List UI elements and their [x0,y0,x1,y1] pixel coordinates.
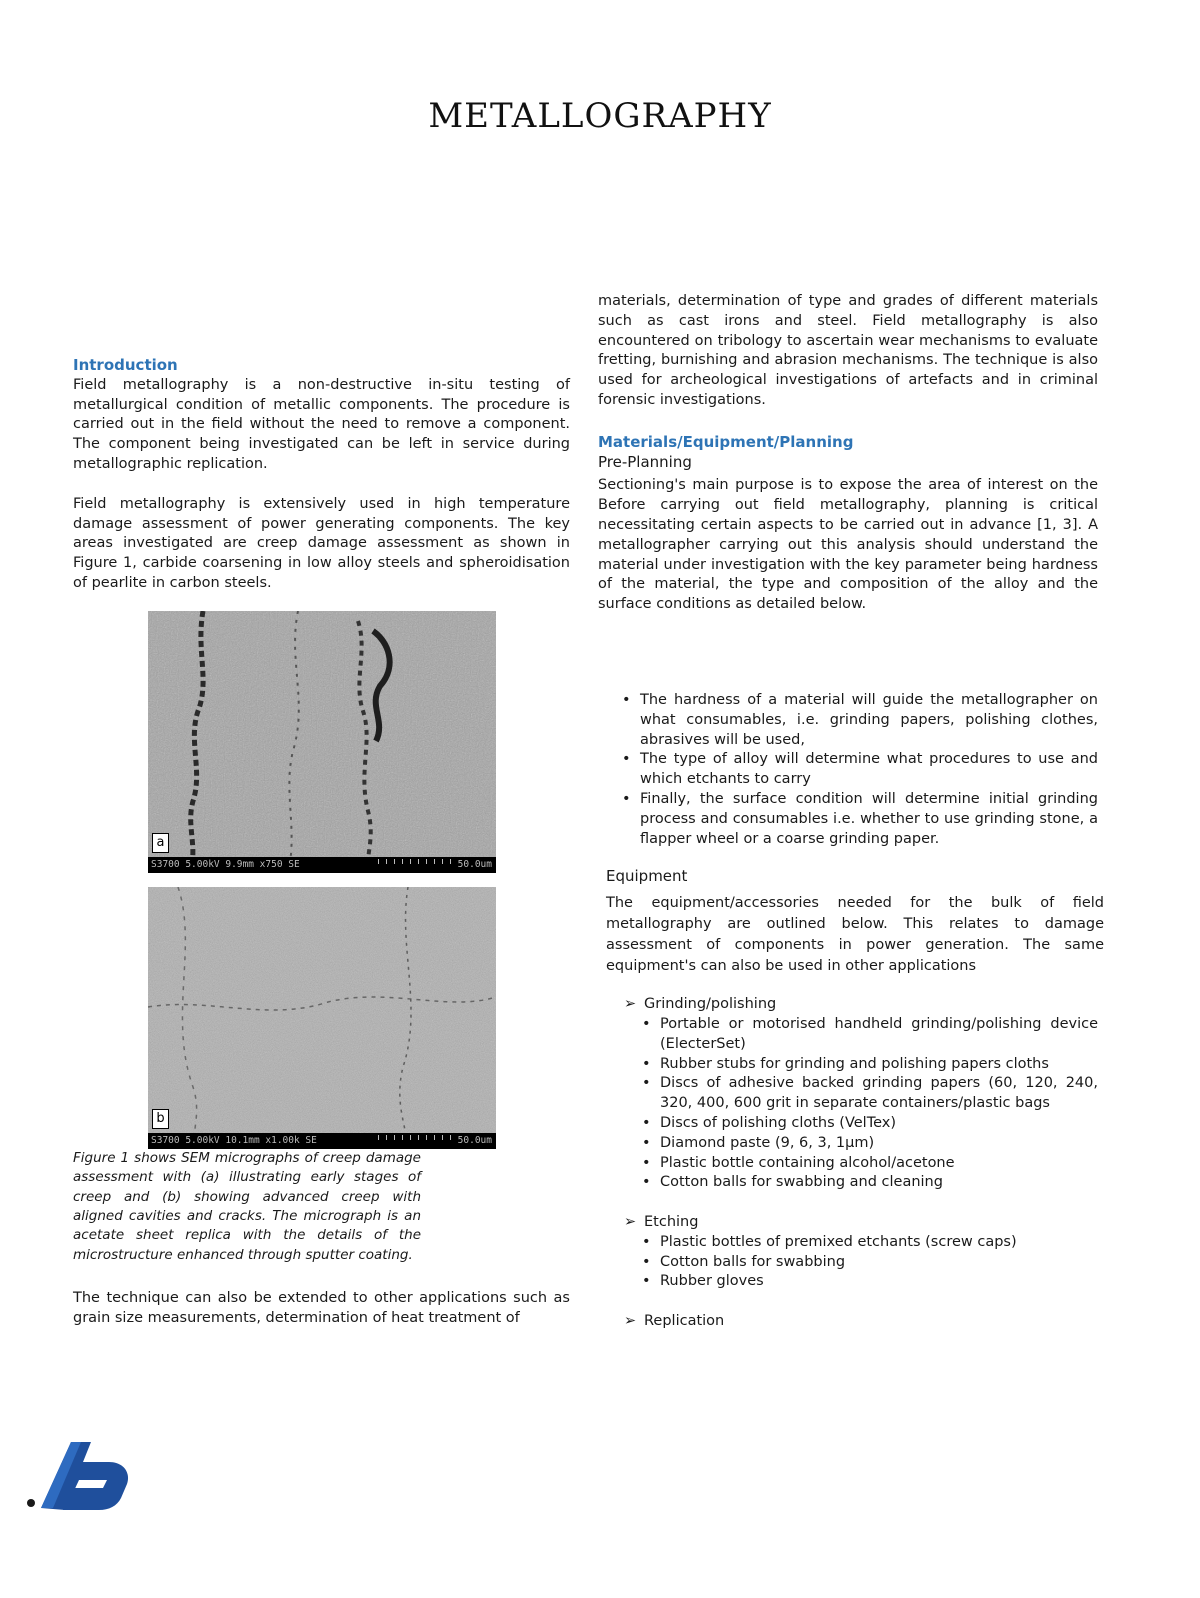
list-item: • Discs of adhesive backed grinding papers (60, 120, 240, 320, 400, 600 grit in separate containers/plastic bags [638,1074,1098,1114]
materials-heading: Materials/Equipment/Planning [598,432,854,451]
extension-paragraph: The technique can also be extended to other applications such as grain size measurements, determination of heat treatment of [73,1290,570,1326]
list-item: • Cotton balls for swabbing and cleaning [638,1173,1098,1193]
intro-paragraph-1: Field metallography is a non-destructive in-situ testing of metallurgical condition of metallic components. The procedure is carried out in the field without the need to remove a component. The component being investigated can be left in service during metallographic replication. [73,376,570,472]
micrograph-a-info-bar [148,857,496,873]
micrograph-b-scale-ticks [378,1135,458,1140]
figure-caption: Figure 1 shows SEM micrographs of creep damage assessment with (a) illustrating early stages of creep and (b) showing advanced creep with aligned cavities and cracks. The micrograph is an acetate sheet replica with the details of the microstructure enhanced through sputter coating. [73,1149,421,1263]
list-item: • Rubber stubs for grinding and polishing papers cloths [638,1055,1098,1075]
company-logo-icon [25,1440,140,1515]
left-column [73,356,570,1329]
list-item: • Plastic bottles of premixed etchants (screw caps) [638,1233,1098,1253]
equipment-paragraph: The equipment/accessories needed for the bulk of field metallography are outlined below. This relates to damage assessment of components in power generation. The same equipment's can also be used in other applications [606,895,1104,975]
micrograph-b-label: b [152,1109,169,1129]
pre-planning-paragraph: Sectioning's main purpose is to expose the area of interest on the Before carrying out field metallography, planning is critical necessitating certain aspects to be carried out in advance [1, 3]. A metallographer carrying out this analysis should understand the material under investigation with the key parameter being hardness of the material, the type and composition of the alloy and the surface conditions as detailed below. [598,477,1098,613]
etching-section [624,1213,1098,1233]
right-column [598,292,1104,1332]
pre-planning-subheading: Pre-Planning [598,452,692,471]
list-item: • The type of alloy will determine what procedures to use and which etchants to carry [618,750,1098,790]
micrograph-b-settings: S3700 5.00kV 10.1mm x1.00k SE [151,1134,317,1146]
grinding-polishing-section [624,995,1098,1015]
micrograph-b-info-bar [148,1133,496,1149]
list-item: • Discs of polishing cloths (VelTex) [638,1114,1098,1134]
micrograph-a-scale-ticks [378,859,458,864]
page-title: METALLOGRAPHY [428,96,772,136]
micrograph-a-image [148,611,496,873]
replication-section [624,1312,1098,1332]
list-item: • Portable or motorised handheld grinding/polishing device (ElecterSet) [638,1015,1098,1055]
etching-label: Etching [644,1214,699,1231]
list-item: • The hardness of a material will guide the metallographer on what consumables, i.e. grinding papers, polishing clothes, abrasives will be used, [618,691,1098,750]
list-item: • Rubber gloves [638,1272,1098,1292]
micrograph-b-scale: 50.0um [457,1134,492,1146]
micrograph-a-settings: S3700 5.00kV 9.9mm x750 SE [151,858,300,870]
micrograph-a-label: a [152,833,169,853]
etching-list [638,1233,1098,1292]
planning-bullet-list [618,691,1098,849]
grinding-list [638,1015,1098,1193]
list-item: • Cotton balls for swabbing [638,1253,1098,1273]
list-item: • Finally, the surface condition will determine initial grinding process and consumables i.e. whether to use grinding stone, a flapper wheel or a coarse grinding paper. [618,790,1098,849]
list-item: • Plastic bottle containing alcohol/acetone [638,1154,1098,1174]
micrograph-a-scale: 50.0um [457,858,492,870]
sem-micrograph-a [148,611,496,873]
replication-label: Replication [644,1313,725,1330]
introduction-heading: Introduction [73,356,178,374]
micrograph-b-image [148,887,496,1149]
list-item: • Diamond paste (9, 6, 3, 1µm) [638,1134,1098,1154]
applications-paragraph: materials, determination of type and grades of different materials such as cast irons and steel. Field metallography is also encountered on tribology to ascertain wear mechanisms to evaluate fretting, burnishing and abrasion mechanisms. The technique is also used for archeological investigations of artefacts and in criminal forensic investigations. [598,293,1098,408]
arrow-bullet-icon: ➢ [624,996,637,1013]
sem-micrograph-b [148,887,496,1149]
arrow-bullet-icon: ➢ [624,1313,637,1330]
equipment-heading: Equipment [606,867,688,886]
intro-paragraph-2: Field metallography is extensively used in high temperature damage assessment of power generating components. The key areas investigated are creep damage assessment as shown in Figure 1, carbide coarsening in low alloy steels and spheroidisation of pearlite in carbon steels. [73,495,570,591]
grinding-polishing-label: Grinding/polishing [644,996,777,1013]
arrow-bullet-icon: ➢ [624,1214,637,1231]
